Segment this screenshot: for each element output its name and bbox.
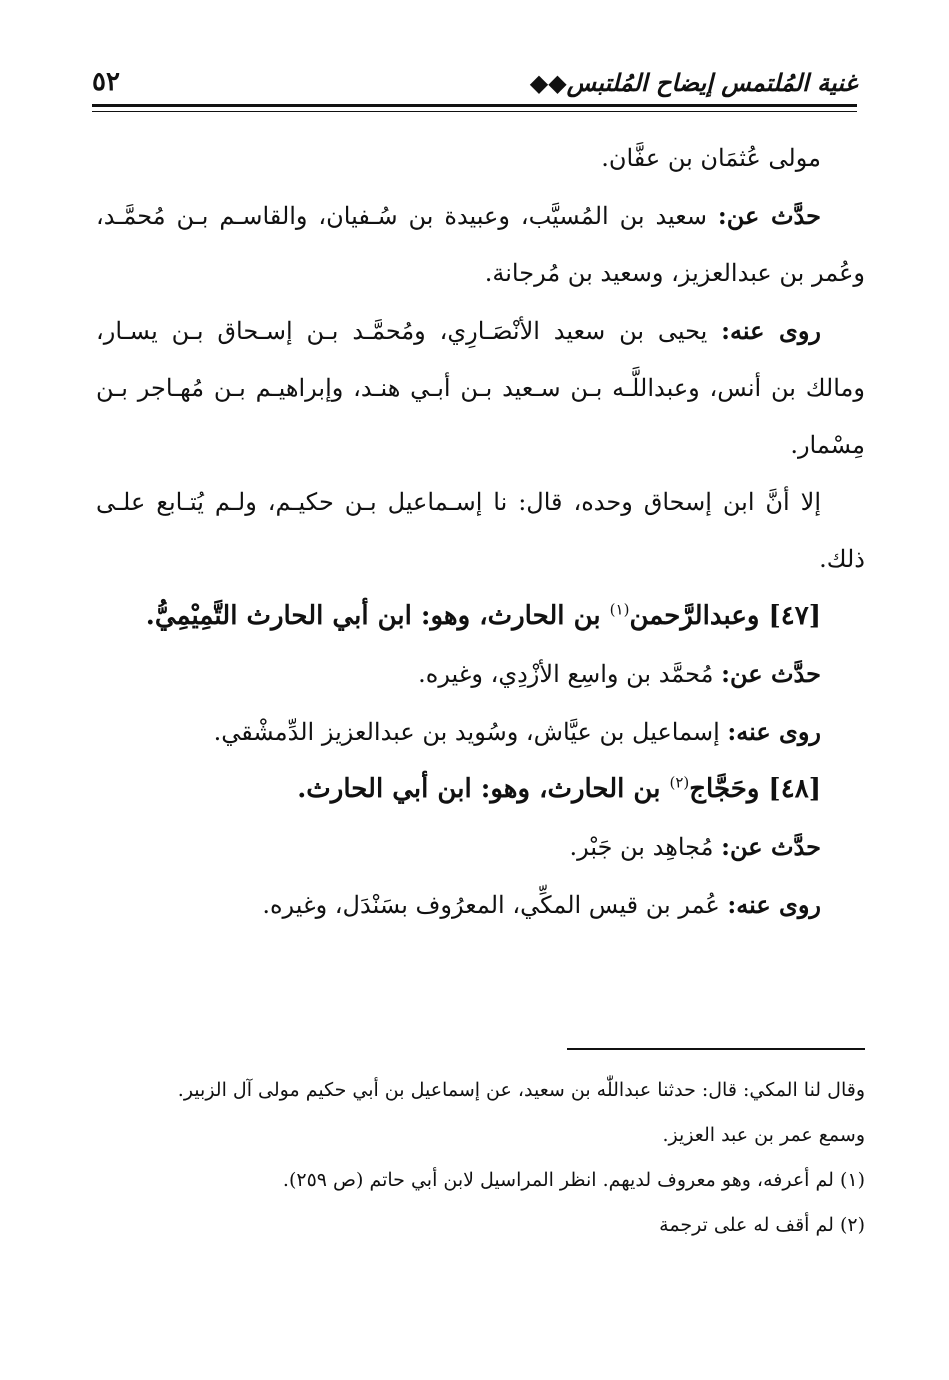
paragraph-text: إلا أنَّ ابن إسحاق وحده، قال: نا إسـماعيل بـن حكيـم، ولـم يُتـابع علـى ذلك.	[96, 488, 865, 573]
running-title: غنية المُلتمس إيضاح المُلتبس◆◆	[529, 67, 857, 97]
main-text	[96, 130, 865, 934]
entry-heading-text: [٤٨] وحَجَّاج	[689, 774, 821, 804]
label-haddatha-an: حدَّث عن:	[721, 832, 821, 861]
header-rule-thick	[92, 104, 857, 107]
entry-47-rawa	[96, 703, 865, 761]
label-rawa-anhu: روى عنه:	[727, 717, 821, 746]
paragraph-text: سعيد بن المُسيَّب، وعبيدة بن سُـفيان، والقاسـم بـن مُحمَّـد، وعُمر بن عبدالعزيز، وسعيد بن مُرجانة.	[96, 202, 865, 287]
paragraph	[96, 130, 865, 187]
footnote-1: (١) لم أعرفه، وهو معروف لديهم. انظر المراسيل لابن أبي حاتم (ص ٢٥٩).	[282, 1169, 865, 1191]
footnote-separator	[567, 1048, 865, 1050]
entry-47-haddatha	[96, 645, 865, 703]
footnote-2: (٢) لم أقف له على ترجمة	[659, 1214, 865, 1236]
entry-heading-text: بن الحارث، وهو: ابن أبي الحارث التَّمِيْمِيُّ.	[145, 601, 610, 631]
entry-heading-text: بن الحارث، وهو: ابن أبي الحارث.	[297, 774, 670, 804]
label-rawa-anhu: روى عنه:	[727, 890, 821, 919]
paragraph-text: إسماعيل بن عيَّاش، وسُويد بن عبدالعزيز الدِّمشْقي.	[213, 718, 728, 746]
header-rule-thin	[92, 111, 857, 112]
paragraph-text: مُجاهِد بن جَبْر.	[569, 833, 722, 861]
paragraph-text: عُمر بن قيس المكِّي، المعرُوف بسَنْدَل، وغيره.	[262, 891, 728, 919]
footnote-continuation: وقال لنا المكي: قال: حدثنا عبداللّٰه بن سعيد، عن إسماعيل بن أبي حكيم مولى آل الزبير.	[177, 1079, 865, 1101]
label-rawa-anhu: روى عنه:	[721, 316, 821, 345]
label-haddatha-an: حدَّث عن:	[717, 201, 821, 230]
label-haddatha-an: حدَّث عن:	[721, 659, 821, 688]
footnote-continuation: وسمع عمر بن عبد العزيز.	[662, 1124, 865, 1146]
footnote-ref-2[interactable]: (٢)	[669, 773, 690, 792]
page-number: ٥٢	[92, 67, 120, 97]
paragraph-text: مولى عُثمَان بن عفَّان.	[601, 144, 821, 172]
entry-48-rawa	[96, 876, 865, 934]
paragraph	[96, 474, 865, 588]
footnote-ref-1[interactable]: (١)	[609, 600, 630, 619]
entry-48-heading	[96, 761, 865, 818]
paragraph-text: يحيى بن سعيد الأنْصَـارِي، ومُحمَّـد بـن إسـحاق بـن يسـار، ومالك بن أنس، وعبداللَّـه بـن سـعيد بـن أبـي هنـد، وإبراهيـم بـن مُهـاجر بـن مِسْمار.	[96, 317, 865, 459]
footnotes	[96, 1068, 865, 1248]
entry-48-haddatha	[96, 818, 865, 876]
entry-47-heading	[96, 588, 865, 645]
paragraph	[96, 302, 865, 474]
entry-heading-text: [٤٧] وعبدالرَّحمن	[629, 601, 821, 631]
paragraph-text: مُحمَّد بن واسِع الأزْدِي، وغيره.	[418, 660, 722, 688]
page-header	[92, 62, 857, 102]
paragraph	[96, 187, 865, 302]
